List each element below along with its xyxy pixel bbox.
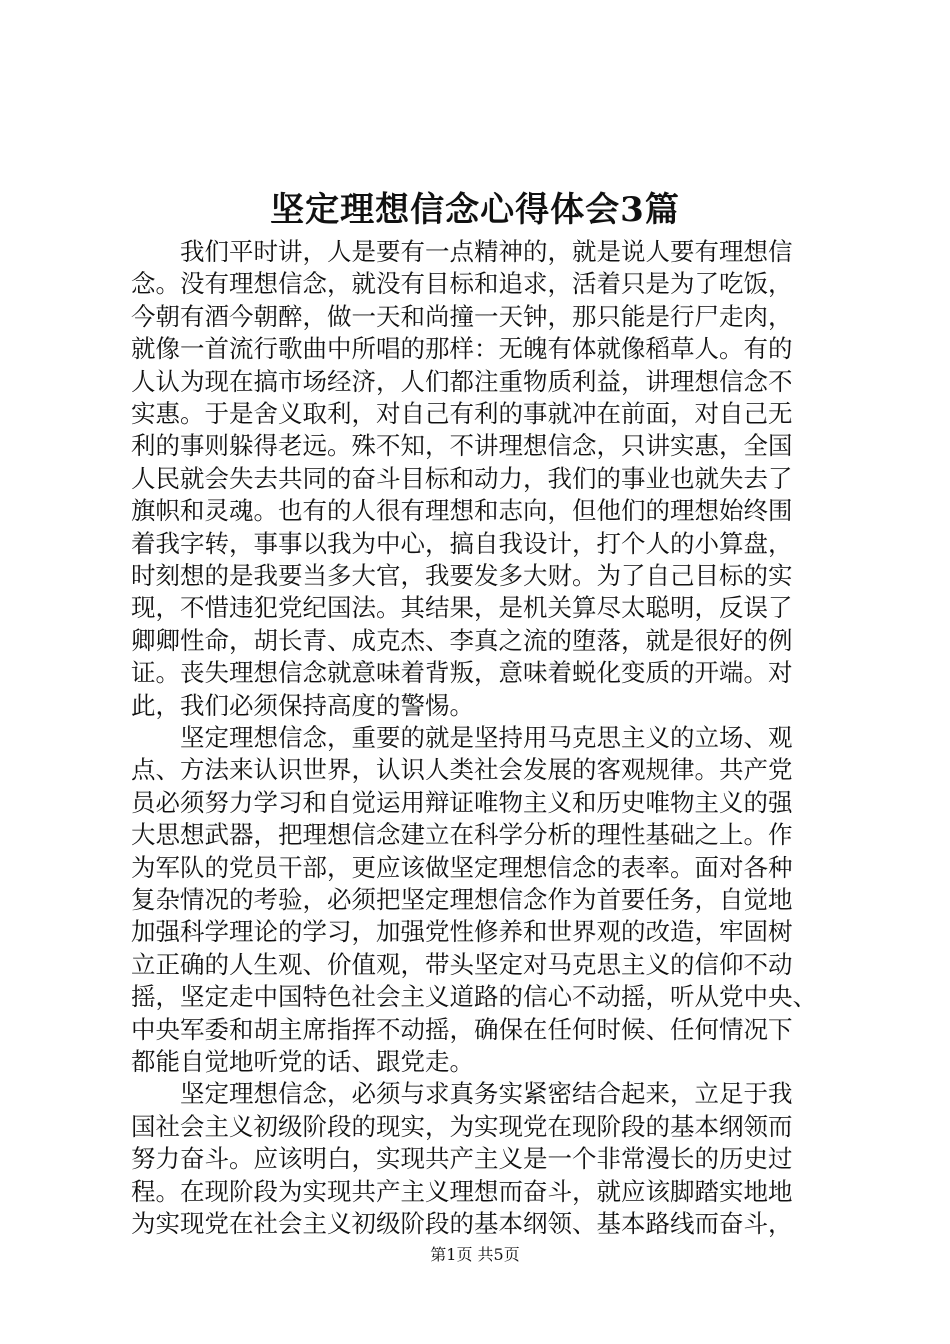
page-footer: 第1页 共5页 bbox=[430, 1245, 520, 1264]
text-line: 加强科学理论的学习，加强党性修养和世界观的改造，牢固树 bbox=[131, 917, 793, 947]
text-line: 念。没有理想信念，就没有目标和追求，活着只是为了吃饭， bbox=[131, 269, 793, 299]
text-line: 此，我们必须保持高度的警惕。 bbox=[131, 690, 474, 720]
text-line: 时刻想的是我要当多大官，我要发多大财。为了自己目标的实 bbox=[131, 561, 793, 590]
text-line: 我们平时讲，人是要有一点精神的，就是说人要有理想信 bbox=[131, 237, 793, 266]
text-line: 现，不惜违犯党纪国法。其结果，是机关算尽太聪明，反误了 bbox=[131, 593, 793, 623]
text-line: 旗帜和灵魂。也有的人很有理想和志向，但他们的理想始终围 bbox=[131, 496, 793, 526]
text-line: 中央军委和胡主席指挥不动摇，确保在任何时候、任何情况下 bbox=[131, 1014, 793, 1044]
page-title: 坚定理想信念心得体会3篇 bbox=[270, 190, 680, 230]
text-line: 为实现党在社会主义初级阶段的基本纲领、基本路线而奋斗， bbox=[131, 1209, 793, 1238]
text-line: 国社会主义初级阶段的现实，为实现党在现阶段的基本纲领而 bbox=[131, 1111, 793, 1141]
text-line: 立正确的人生观、价值观，带头坚定对马克思主义的信仰不动 bbox=[131, 949, 793, 979]
text-line: 利的事则躲得老远。殊不知，不讲理想信念，只讲实惠，全国 bbox=[131, 431, 793, 461]
text-line: 摇，坚定走中国特色社会主义道路的信心不动摇，听从党中央、 bbox=[131, 982, 817, 1012]
text-line: 卿卿性命，胡长青、成克杰、李真之流的堕落，就是很好的例 bbox=[131, 625, 793, 655]
text-line: 程。在现阶段为实现共产主义理想而奋斗，就应该脚踏实地地 bbox=[131, 1176, 793, 1206]
text-line: 坚定理想信念，重要的就是坚持用马克思主义的立场、观 bbox=[131, 723, 793, 752]
text-line: 人民就会失去共同的奋斗目标和动力，我们的事业也就失去了 bbox=[131, 463, 793, 493]
text-line: 点、方法来认识世界，认识人类社会发展的客观规律。共产党 bbox=[131, 755, 793, 785]
text-line: 今朝有酒今朝醉，做一天和尚撞一天钟，那只能是行尸走肉， bbox=[131, 301, 793, 331]
text-line: 人认为现在搞市场经济，人们都注重物质利益，讲理想信念不 bbox=[131, 366, 793, 396]
text-line: 就像一首流行歌曲中所唱的那样：无魄有体就像稻草人。有的 bbox=[131, 334, 793, 364]
text-line: 实惠。于是舍义取利，对自己有利的事就冲在前面，对自己无 bbox=[131, 399, 793, 428]
text-line: 努力奋斗。应该明白，实现共产主义是一个非常漫长的历史过 bbox=[131, 1144, 793, 1174]
text-line: 为军队的党员干部，更应该做坚定理想信念的表率。面对各种 bbox=[131, 852, 793, 882]
text-line: 坚定理想信念，必须与求真务实紧密结合起来，立足于我 bbox=[131, 1079, 793, 1109]
text-line: 着我字转，事事以我为中心，搞自我设计，打个人的小算盘， bbox=[131, 528, 793, 558]
text-line: 证。丧失理想信念就意味着背叛，意味着蜕化变质的开端。对 bbox=[131, 658, 793, 688]
text-line: 大思想武器，把理想信念建立在科学分析的理性基础之上。作 bbox=[131, 820, 793, 850]
text-line: 都能自觉地听党的话、跟党走。 bbox=[131, 1047, 474, 1076]
text-line: 员必须努力学习和自觉运用辩证唯物主义和历史唯物主义的强 bbox=[131, 787, 793, 817]
text-line: 复杂情况的考验，必须把坚定理想信念作为首要任务，自觉地 bbox=[131, 885, 793, 914]
